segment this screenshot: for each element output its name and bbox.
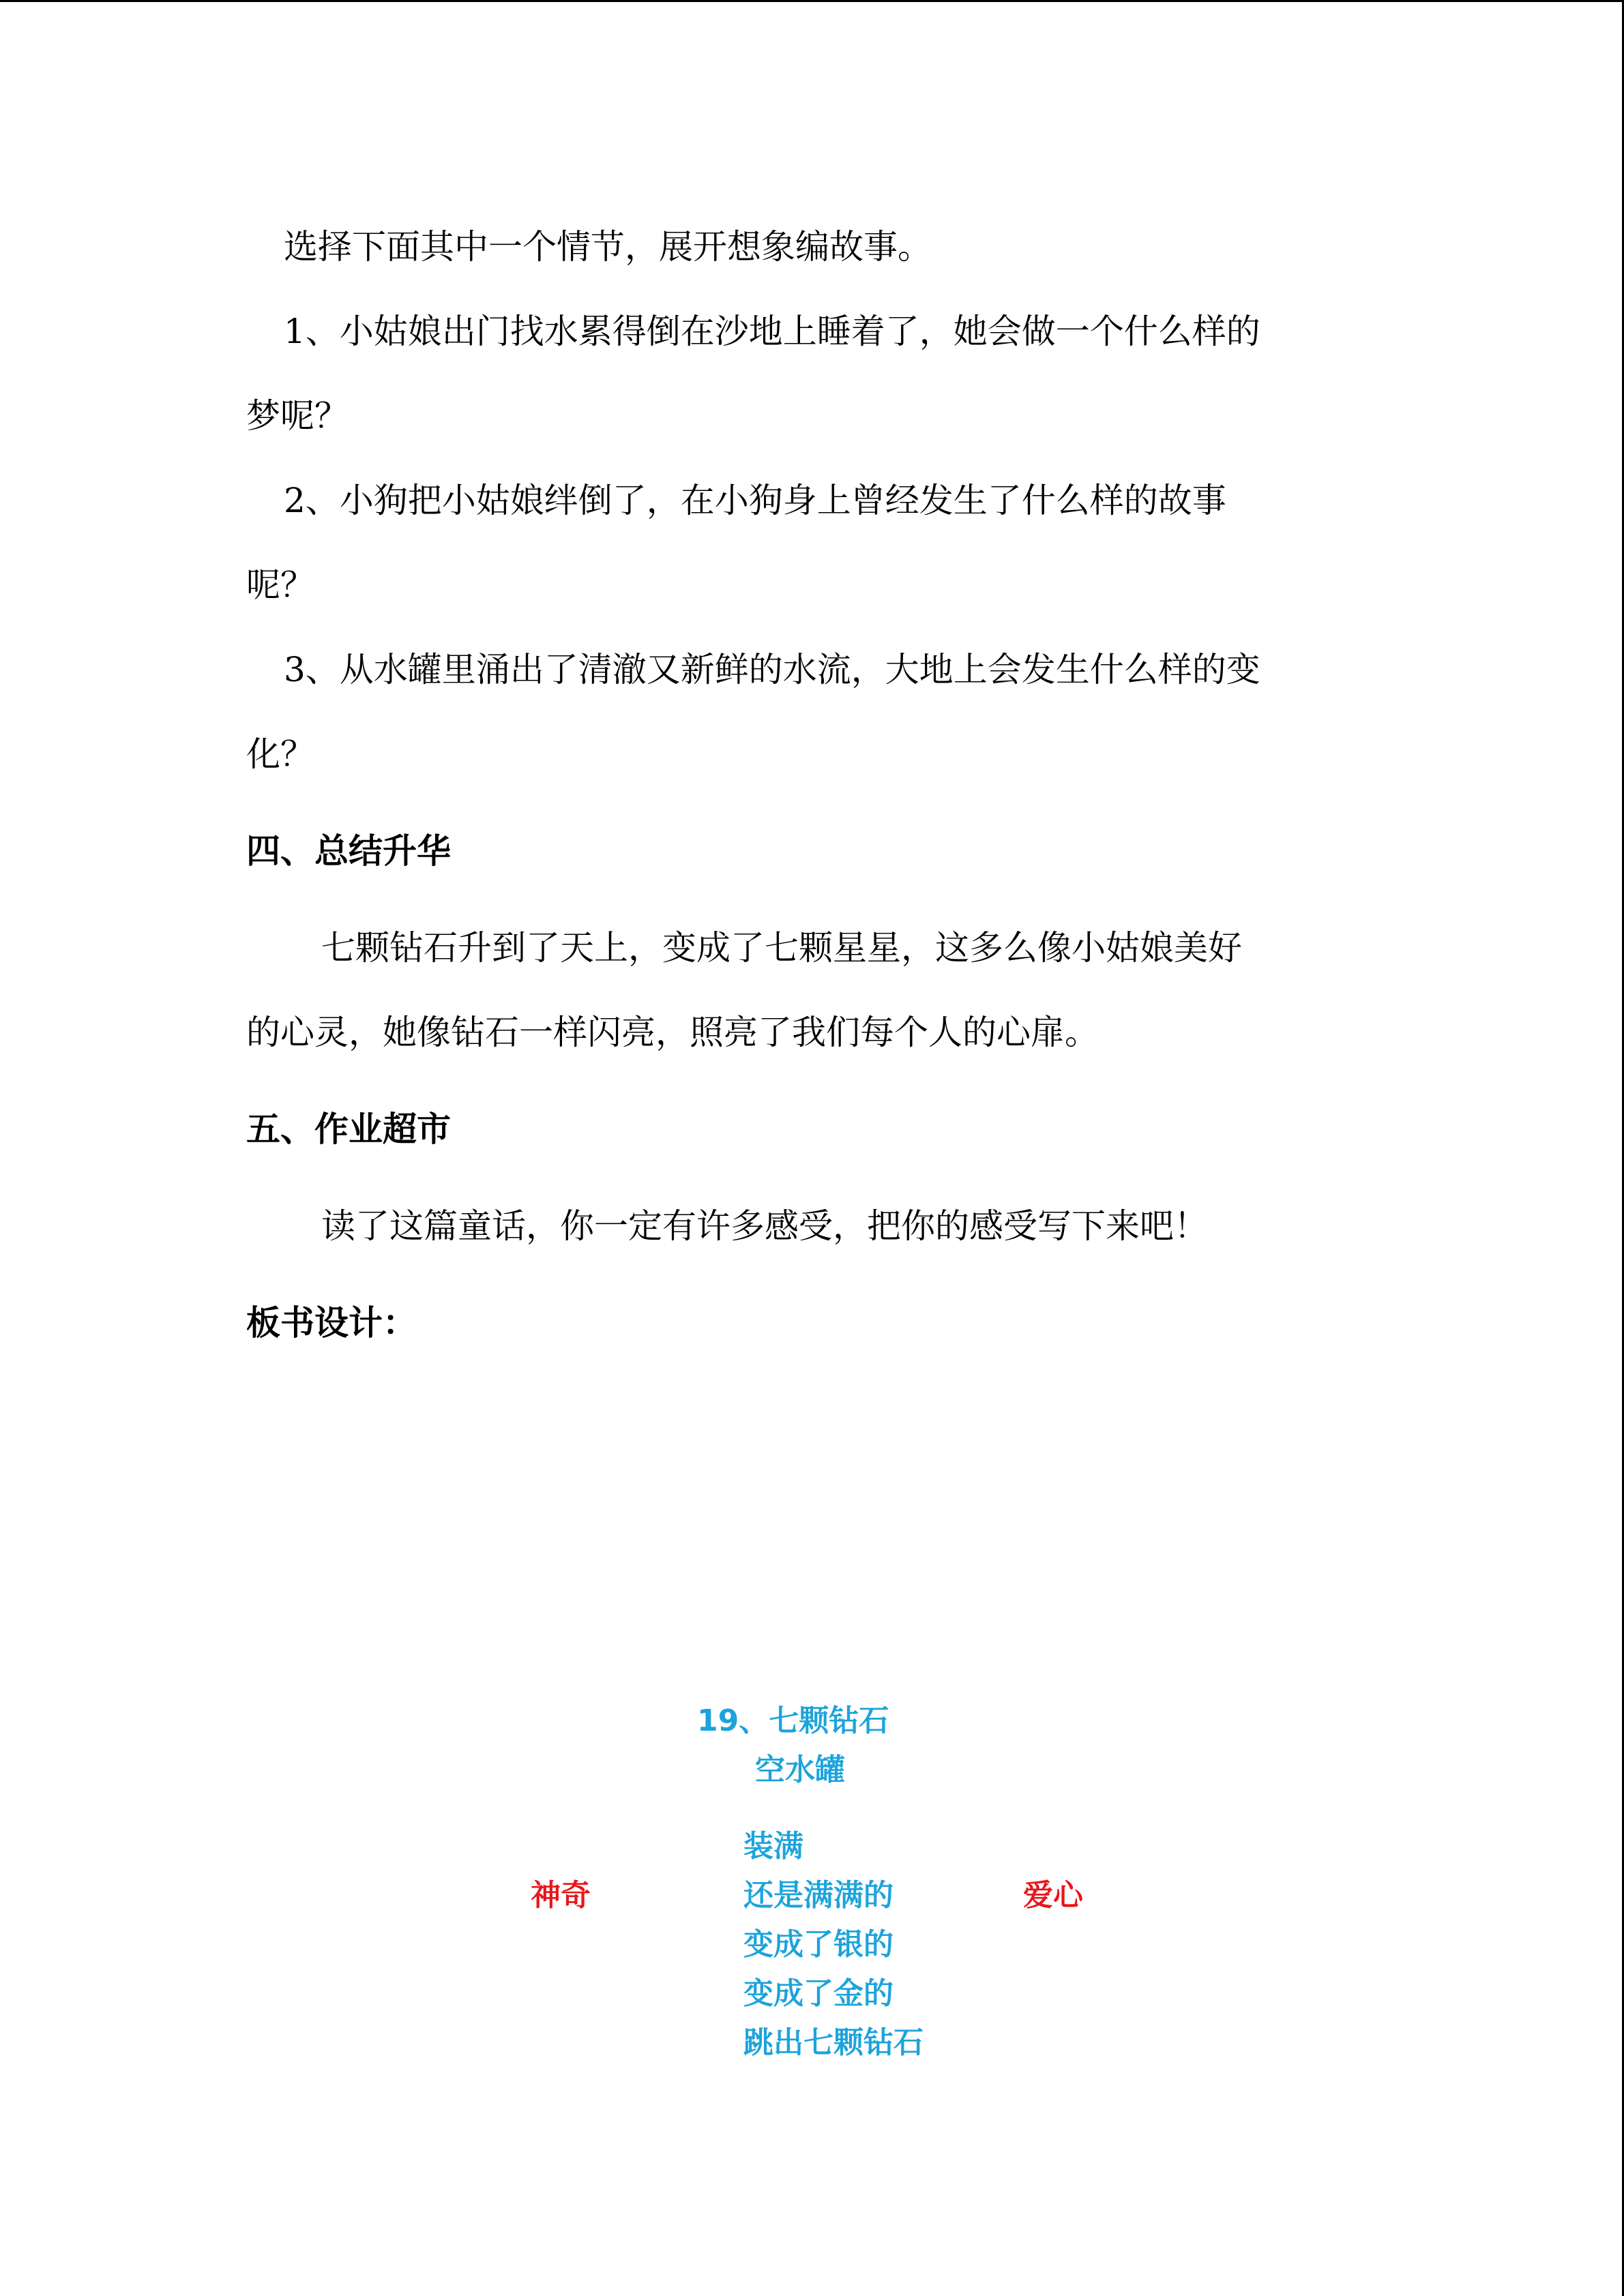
item-2-line1: 2、小狗把小姑娘绊倒了，在小狗身上曾经发生了什么样的故事 [284, 481, 1226, 520]
document-body [246, 205, 1392, 1377]
section4-heading: 四、总结升华 [246, 831, 451, 871]
item-1-line2: 梦呢？ [246, 396, 349, 436]
board-step: 跳出七颗钻石 [743, 2025, 924, 2060]
board-right-label: 爱心 [1023, 1878, 1083, 1913]
section4-line2: 的心灵，她像钻石一样闪亮，照亮了我们每个人的心扉。 [246, 1013, 1099, 1052]
board-step: 装满 [743, 1829, 803, 1864]
board-step: 变成了银的 [743, 1927, 894, 1962]
section5-heading: 五、作业超市 [246, 1109, 451, 1149]
board-subtitle: 空水罐 [755, 1753, 845, 1787]
board-steps [743, 1822, 924, 2068]
item-2-line2: 呢？ [246, 565, 314, 605]
board-title: 19、七颗钻石 [697, 1703, 889, 1738]
board-heading: 板书设计： [246, 1303, 417, 1343]
page-border-top [0, 0, 1624, 2]
board-step: 还是满满的 [743, 1878, 894, 1913]
section5-line1: 读了这篇童话，你一定有许多感受，把你的感受写下来吧！ [321, 1206, 1208, 1246]
board-left-label: 神奇 [531, 1878, 591, 1913]
item-3-line1: 3、从水罐里涌出了清澈又新鲜的水流，大地上会发生什么样的变 [284, 650, 1260, 689]
item-3-line2: 化？ [246, 734, 314, 774]
board-step: 变成了金的 [743, 1976, 894, 2011]
item-1-line1: 1、小姑娘出门找水累得倒在沙地上睡着了，她会做一个什么样的 [284, 312, 1260, 351]
intro-text: 选择下面其中一个情节，展开想象编故事。 [284, 227, 932, 267]
section4-line1: 七颗钻石升到了天上，变成了七颗星星，这多么像小姑娘美好 [321, 928, 1242, 968]
